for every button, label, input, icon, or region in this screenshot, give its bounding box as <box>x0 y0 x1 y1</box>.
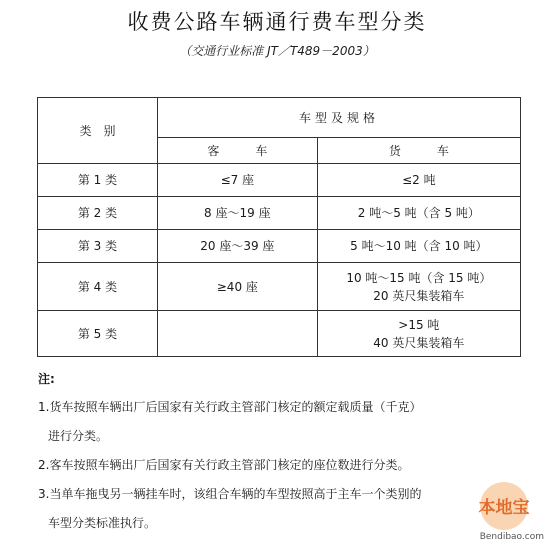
row-category: 第 4 类 <box>38 263 158 311</box>
row-cargo <box>317 263 520 311</box>
standard-subtitle: （交通行业标准 JT／T489－2003） <box>179 44 375 58</box>
row-passenger: ≤7 座 <box>157 164 317 197</box>
table-row <box>38 197 521 230</box>
row-cargo <box>317 197 520 230</box>
note-line: 车型分类标准执行。 <box>48 516 157 530</box>
row-category: 第 2 类 <box>38 197 158 230</box>
row-cargo <box>317 311 520 357</box>
row-passenger: ≥40 座 <box>157 263 317 311</box>
cargo-line: >15 吨 <box>398 317 440 332</box>
watermark-site: Bendibao.com <box>479 532 544 542</box>
row-category: 第 5 类 <box>38 311 158 357</box>
note-item <box>38 393 528 451</box>
table-row <box>38 230 521 263</box>
bendibao-logo <box>466 480 542 540</box>
header-cargo: 货 车 <box>317 138 520 164</box>
row-passenger: 8 座～19 座 <box>157 197 317 230</box>
vehicle-class-table <box>37 97 521 357</box>
note-line: 1.货车按照车辆出厂后国家有关行政主管部门核定的额定载质量（千克） <box>38 400 422 414</box>
page-title: 收费公路车辆通行费车型分类 <box>127 10 427 34</box>
row-category: 第 3 类 <box>38 230 158 263</box>
header-passenger: 客 车 <box>157 138 317 164</box>
row-cargo <box>317 164 520 197</box>
table-row <box>38 164 521 197</box>
note-item <box>38 451 528 480</box>
cargo-line: ≤2 吨 <box>402 173 436 187</box>
header-category: 类 别 <box>38 98 158 164</box>
cargo-line: 10 吨～15 吨（含 15 吨） <box>346 270 492 285</box>
table-row <box>38 311 521 357</box>
row-cargo <box>317 230 520 263</box>
header-spec: 车型及规格 <box>157 98 520 138</box>
cargo-extra-line: 40 英尺集装箱车 <box>373 335 465 350</box>
note-line: 2.客车按照车辆出厂后国家有关行政主管部门核定的座位数进行分类。 <box>38 458 410 472</box>
cargo-extra-line: 20 英尺集装箱车 <box>373 288 465 303</box>
table-header-row <box>38 98 521 138</box>
row-category: 第 1 类 <box>38 164 158 197</box>
row-passenger <box>157 311 317 357</box>
notes-label: 注: <box>38 372 55 386</box>
table-row <box>38 263 521 311</box>
logo-wordmark: 本地宝 <box>478 498 530 518</box>
note-item <box>38 480 528 538</box>
row-passenger: 20 座～39 座 <box>157 230 317 263</box>
cargo-line: 5 吨～10 吨（含 10 吨） <box>350 239 488 253</box>
note-line: 3.当单车拖曳另一辆挂车时，该组合车辆的车型按照高于主车一个类别的 <box>38 487 422 501</box>
cargo-line: 2 吨～5 吨（含 5 吨） <box>357 206 480 220</box>
note-line: 进行分类。 <box>48 429 109 443</box>
